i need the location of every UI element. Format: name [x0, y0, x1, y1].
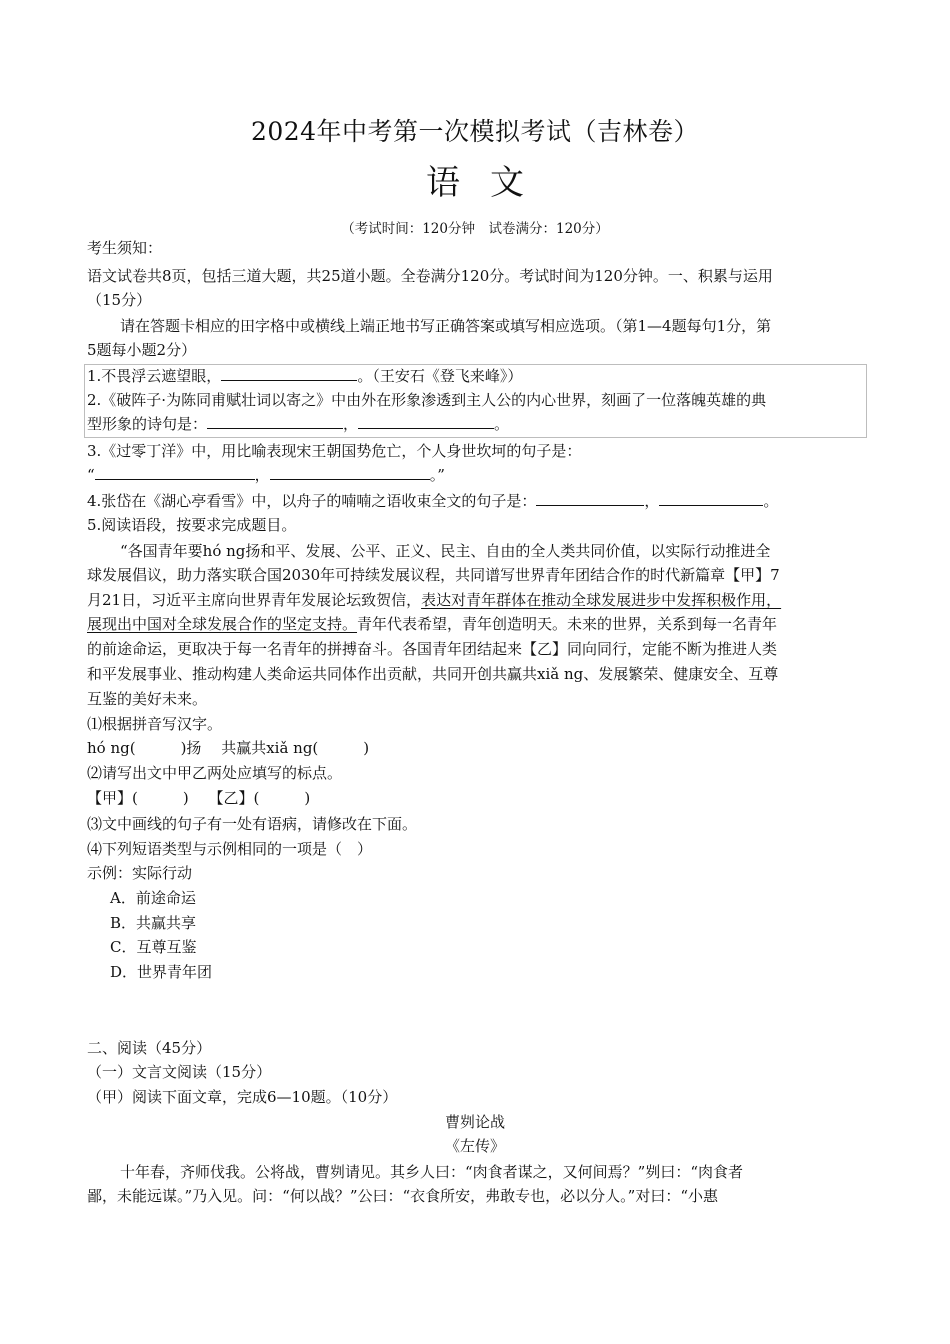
answer-blank[interactable]: [221, 366, 357, 381]
answer-blank[interactable]: [358, 414, 494, 429]
option-c[interactable]: C．互尊互鉴: [110, 938, 197, 956]
question-1-text: 1.不畏浮云遮望眼，: [87, 367, 222, 385]
passage-line: [87, 614, 777, 634]
comma: ，: [644, 492, 660, 510]
question-1: [87, 366, 522, 386]
sub-question-2-answer[interactable]: 【甲】( ) 【乙】( ): [87, 789, 311, 807]
option-d[interactable]: D．世界青年团: [110, 963, 213, 981]
example-text: 示例：实际行动: [87, 864, 193, 882]
section-2-sub-heading: （一）文言文阅读（15分）: [87, 1063, 272, 1081]
notice-line: 语文试卷共8页，包括三道大题，共25道小题。全卷满分120分。考试时间为120分钟。一、积累与运用: [87, 267, 773, 285]
article-source: 《左传》: [444, 1137, 505, 1155]
period: 。: [494, 415, 510, 433]
option-a[interactable]: A．前途命运: [110, 889, 196, 907]
passage-line: 互鉴的美好未来。: [87, 690, 208, 708]
period: 。: [763, 492, 779, 510]
article-title: 曹刿论战: [444, 1113, 505, 1131]
question-4: [87, 491, 778, 511]
article-paragraph: 十年春，齐师伐我。公将战，曹刿请见。其乡人曰：“肉食者谋之，又何间焉？”刿曰：“肉食者: [120, 1163, 744, 1181]
passage-line: 球发展倡议，助力落实联合国2030年可持续发展议程，共同谱写世界青年团结合作的时代新篇章【甲】7: [87, 566, 780, 584]
question-4-text: 4.张岱在《湖心亭看雪》中，以舟子的喃喃之语收束全文的句子是：: [87, 492, 537, 510]
question-3: [87, 465, 445, 485]
notice-label: 考生须知：: [87, 239, 163, 257]
passage-line: 的前途命运，更取决于每一名青年的拼搏奋斗。各国青年团结起来【乙】同向同行，定能不断为推进人类: [87, 640, 778, 658]
exam-time-info: （考试时间：120分钟 试卷满分：120分）: [341, 221, 609, 237]
exam-title: 2024年中考第一次模拟考试（吉林卷）: [250, 117, 700, 146]
question-2-text: 型形象的诗句是：: [87, 415, 208, 433]
passage-text: 青年代表希望，青年创造明天。未来的世界，关系到每一名青年: [357, 615, 778, 633]
question-3-line: 3.《过零丁洋》中，用比喻表现宋王朝国势危亡，个人身世坎坷的句子是：: [87, 442, 582, 460]
passage-text: 月21日，习近平主席向世界青年发展论坛致贺信，: [87, 591, 422, 609]
question-2-line: 2.《破阵子·为陈同甫赋壮词以寄之》中由外在形象渗透到主人公的内心世界，刻画了一位落魄英雄的典: [87, 391, 767, 409]
notice-line: 请在答题卡相应的田字格中或横线上端正地书写正确答案或填写相应选项。（第1—4题每句1分，第: [120, 317, 772, 335]
notice-line: （15分）: [87, 291, 152, 309]
sub-question-2: ⑵请写出文中甲乙两处应填写的标点。: [87, 764, 343, 782]
article-paragraph: 鄙，未能远谋。”乃入见。问：“何以战？”公曰：“衣食所安，弗敢专也，必以分人。”对曰：“小惠: [87, 1187, 719, 1205]
question-1-source: 。（王安石《登飞来峰》）: [357, 367, 523, 385]
passage-line: [87, 590, 781, 610]
open-quote: “: [87, 466, 95, 484]
passage-line: 和平发展事业、推动构建人类命运共同体作出贡献，共同开创共赢共xiǎ ng、发展繁荣、健康安全、互尊: [87, 665, 779, 683]
section-2-instruction: （甲）阅读下面文章，完成6—10题。（10分）: [87, 1088, 398, 1106]
answer-blank[interactable]: [207, 414, 343, 429]
answer-blank[interactable]: [536, 491, 644, 506]
underlined-sentence: 展现出中国对全球发展合作的坚定支持。: [87, 615, 358, 633]
answer-blank[interactable]: [95, 465, 255, 480]
passage-line: “各国青年要hó ng扬和平、发展、公平、正义、民主、自由的全人类共同价值，以实际行动推进全: [120, 542, 771, 560]
close-quote: 。”: [429, 466, 445, 484]
answer-blank[interactable]: [270, 465, 430, 480]
question-5-intro: 5.阅读语段，按要求完成题目。: [87, 516, 297, 534]
notice-line: 5题每小题2分）: [87, 341, 197, 359]
comma: ，: [254, 466, 270, 484]
comma: ，: [343, 415, 359, 433]
answer-blank[interactable]: [659, 491, 763, 506]
option-b[interactable]: B．共赢共享: [110, 914, 197, 932]
sub-question-3: ⑶文中画线的句子有一处有语病，请修改在下面。: [87, 815, 418, 833]
sub-question-1-answer[interactable]: hó ng( )扬 共赢共xiǎ ng( ): [87, 739, 370, 757]
sub-question-1: ⑴根据拼音写汉字。: [87, 715, 223, 733]
section-2-heading: 二、阅读（45分）: [87, 1039, 212, 1057]
question-2: [87, 414, 509, 434]
sub-question-4: ⑷下列短语类型与示例相同的一项是（ ）: [87, 840, 373, 858]
underlined-sentence: 表达对青年群体在推动全球发展进步中发挥积极作用，: [421, 591, 782, 609]
subject-title: 语文: [426, 163, 554, 203]
